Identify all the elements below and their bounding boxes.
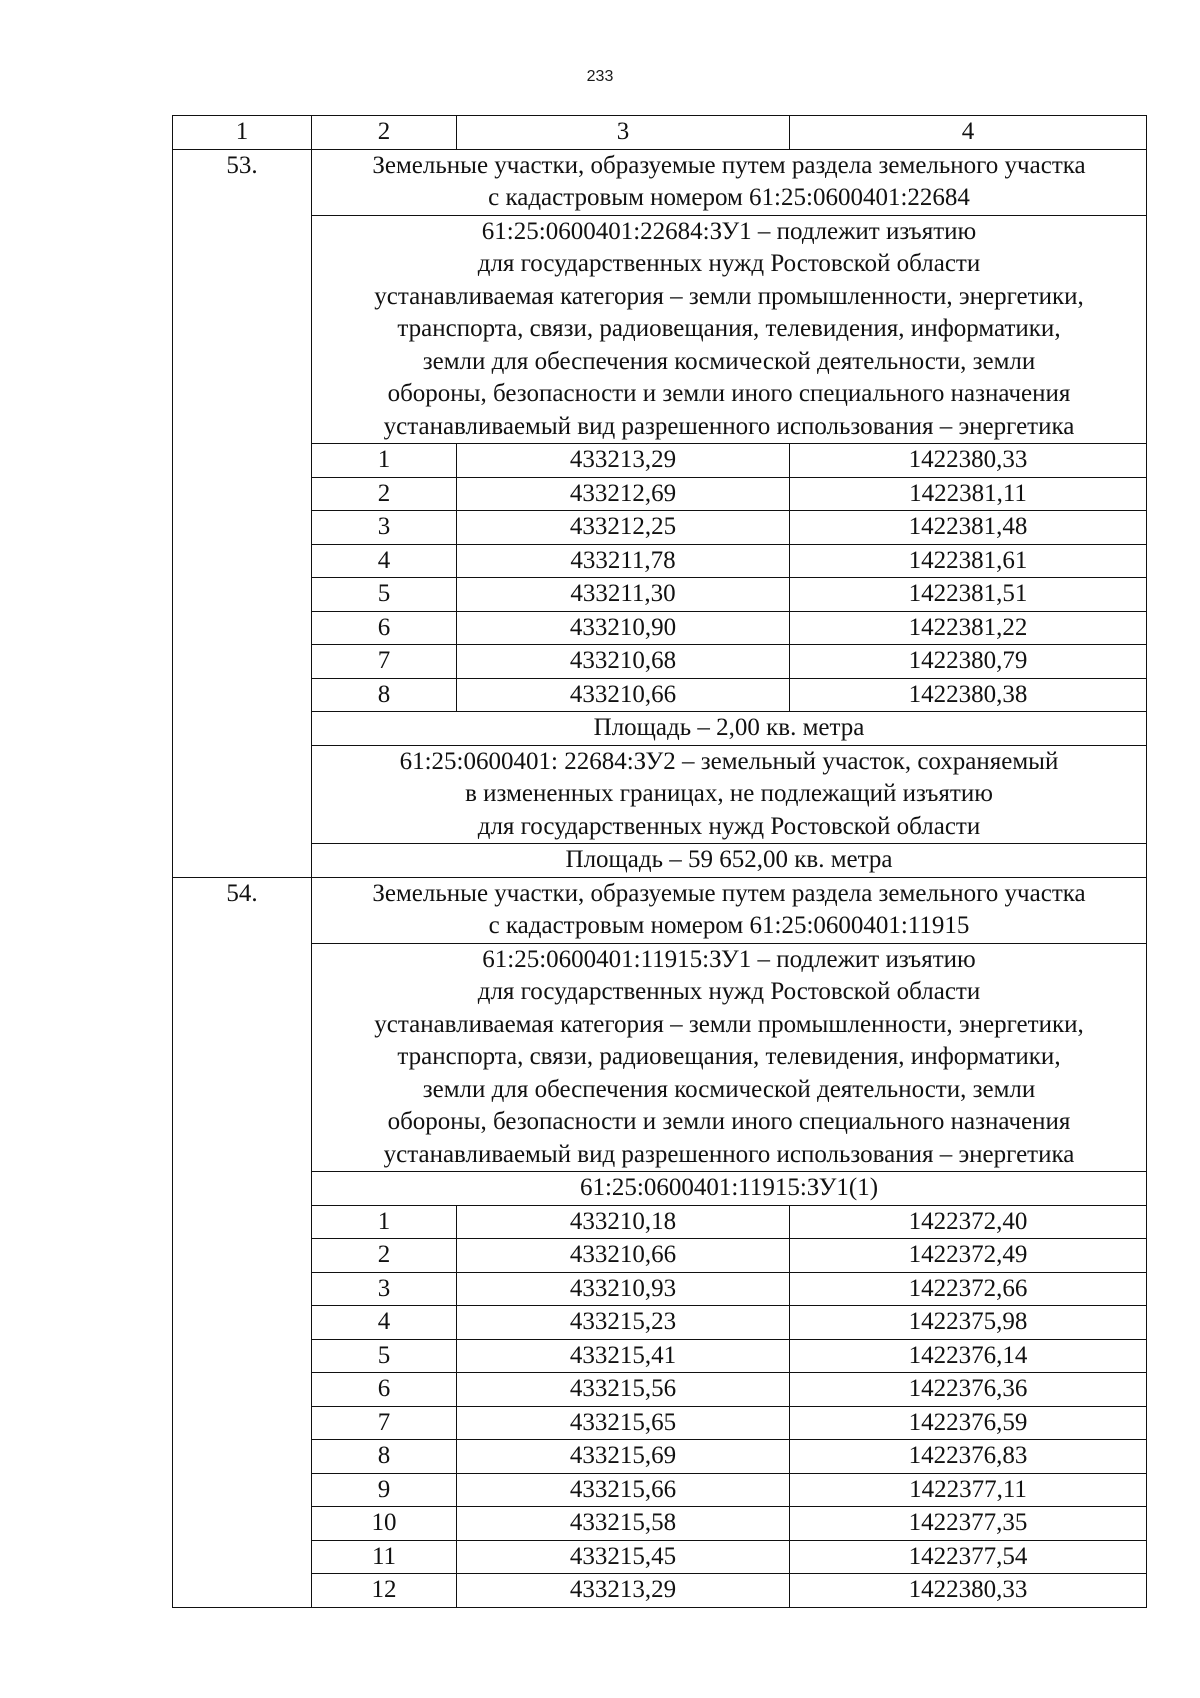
- coord-x: 433210,93: [457, 1272, 790, 1306]
- coord-y: 1422376,83: [790, 1440, 1147, 1474]
- parcel-description-row: [173, 745, 1147, 844]
- point-number: 7: [312, 1406, 457, 1440]
- text-line: обороны, безопасности и земли иного специального назначения: [387, 380, 1071, 407]
- text-line: обороны, безопасности и земли иного специального назначения: [387, 1108, 1071, 1135]
- coordinate-row: [173, 611, 1147, 645]
- coord-x: 433210,66: [457, 1239, 790, 1273]
- entry-number: 54.: [173, 877, 312, 1607]
- coordinate-row: [173, 1306, 1147, 1340]
- coordinate-row: [173, 1507, 1147, 1541]
- page-number: 233: [586, 68, 614, 85]
- text-line: земли для обеспечения космической деятельности, земли: [422, 347, 1036, 375]
- text-line: для государственных нужд Ростовской области: [477, 978, 981, 1005]
- point-number: 4: [312, 544, 457, 578]
- coord-x: 433213,29: [457, 444, 790, 478]
- coord-y: 1422380,33: [790, 1574, 1147, 1608]
- coord-x: 433210,68: [457, 645, 790, 679]
- point-number: 7: [312, 645, 457, 679]
- coord-y: 1422377,35: [790, 1507, 1147, 1541]
- coordinate-row: [173, 1239, 1147, 1273]
- text-line: транспорта, связи, радиовещания, телевидения, информатики,: [397, 1043, 1061, 1070]
- coord-y: 1422376,14: [790, 1339, 1147, 1373]
- point-number: 12: [312, 1574, 457, 1608]
- coordinate-row: [173, 1272, 1147, 1306]
- parcel-description: [312, 745, 1147, 844]
- coordinate-row: [173, 678, 1147, 712]
- coord-y: 1422377,54: [790, 1540, 1147, 1574]
- coordinate-row: [173, 1473, 1147, 1507]
- point-number: 2: [312, 477, 457, 511]
- point-number: 5: [312, 1339, 457, 1373]
- coord-x: 433213,29: [457, 1574, 790, 1608]
- point-number: 1: [312, 444, 457, 478]
- coordinate-row: [173, 544, 1147, 578]
- coord-y: 1422372,49: [790, 1239, 1147, 1273]
- text-line: в измененных границах, не подлежащий изъятию: [465, 780, 993, 807]
- coord-y: 1422376,59: [790, 1406, 1147, 1440]
- coord-y: 1422380,38: [790, 678, 1147, 712]
- point-number: 11: [312, 1540, 457, 1574]
- coordinate-row: [173, 1205, 1147, 1239]
- point-number: 9: [312, 1473, 457, 1507]
- coord-y: 1422380,33: [790, 444, 1147, 478]
- area-row: [173, 712, 1147, 746]
- coordinate-row: [173, 578, 1147, 612]
- coord-y: 1422381,48: [790, 511, 1147, 545]
- point-number: 6: [312, 611, 457, 645]
- coord-x: 433215,23: [457, 1306, 790, 1340]
- coord-x: 433211,78: [457, 544, 790, 578]
- point-number: 10: [312, 1507, 457, 1541]
- text-line: устанавливаемая категория – земли промышленности, энергетики,: [374, 1010, 1084, 1038]
- text-line: земли для обеспечения космической деятельности, земли: [422, 1075, 1036, 1103]
- parcel-description: [312, 943, 1147, 1172]
- point-number: 4: [312, 1306, 457, 1340]
- text-line: Земельные участки, образуемые путем раздела земельного участка: [372, 151, 1086, 179]
- coord-y: 1422380,79: [790, 645, 1147, 679]
- coord-y: 1422381,51: [790, 578, 1147, 612]
- coord-x: 433215,69: [457, 1440, 790, 1474]
- point-number: 1: [312, 1205, 457, 1239]
- coord-x: 433215,65: [457, 1406, 790, 1440]
- area-row: [173, 844, 1147, 878]
- coordinate-row: [173, 444, 1147, 478]
- entry-title-row: [173, 877, 1147, 943]
- coord-x: 433215,56: [457, 1373, 790, 1407]
- coordinates-table: [172, 115, 1147, 1608]
- entry-title: [312, 149, 1147, 215]
- coord-y: 1422381,61: [790, 544, 1147, 578]
- coordinate-row: [173, 1540, 1147, 1574]
- text-line: устанавливаемый вид разрешенного использования – энергетика: [383, 1140, 1075, 1168]
- parcel-description: [312, 215, 1147, 444]
- area-value: Площадь – 59 652,00 кв. метра: [312, 844, 1147, 878]
- point-number: 8: [312, 1440, 457, 1474]
- coord-x: 433210,18: [457, 1205, 790, 1239]
- coord-y: 1422381,22: [790, 611, 1147, 645]
- text-line: с кадастровым номером 61:25:0600401:11915: [488, 912, 970, 939]
- coord-x: 433211,30: [457, 578, 790, 612]
- coord-x: 433215,41: [457, 1339, 790, 1373]
- point-number: 3: [312, 1272, 457, 1306]
- coord-x: 433215,45: [457, 1540, 790, 1574]
- header-cell: 4: [790, 116, 1147, 150]
- text-line: транспорта, связи, радиовещания, телевидения, информатики,: [397, 315, 1061, 342]
- text-line: устанавливаемая категория – земли промышленности, энергетики,: [374, 282, 1084, 310]
- header-cell: 1: [173, 116, 312, 150]
- coordinate-row: [173, 1440, 1147, 1474]
- subheading-row: [173, 1172, 1147, 1206]
- text-line: устанавливаемый вид разрешенного использования – энергетика: [383, 412, 1075, 440]
- coordinate-row: [173, 1574, 1147, 1608]
- text-line: 61:25:0600401:22684:ЗУ1 – подлежит изъятию: [481, 217, 977, 245]
- coord-x: 433210,90: [457, 611, 790, 645]
- contour-subheading: 61:25:0600401:11915:ЗУ1(1): [312, 1172, 1147, 1206]
- coord-x: 433212,69: [457, 477, 790, 511]
- parcel-description-row: [173, 215, 1147, 444]
- entry-title: [312, 877, 1147, 943]
- text-line: для государственных нужд Ростовской области: [477, 250, 981, 277]
- text-line: 61:25:0600401:11915:ЗУ1 – подлежит изъятию: [482, 945, 976, 973]
- point-number: 8: [312, 678, 457, 712]
- coord-y: 1422372,40: [790, 1205, 1147, 1239]
- text-line: Земельные участки, образуемые путем раздела земельного участка: [372, 879, 1086, 907]
- header-row: [173, 116, 1147, 150]
- coord-x: 433210,66: [457, 678, 790, 712]
- point-number: 6: [312, 1373, 457, 1407]
- text-line: 61:25:0600401: 22684:ЗУ2 – земельный участок, сохраняемый: [399, 747, 1059, 775]
- header-cell: 3: [457, 116, 790, 150]
- point-number: 2: [312, 1239, 457, 1273]
- text-line: для государственных нужд Ростовской области: [477, 812, 981, 840]
- header-cell: 2: [312, 116, 457, 150]
- parcel-description-row: [173, 943, 1147, 1172]
- coordinate-row: [173, 477, 1147, 511]
- coord-y: 1422375,98: [790, 1306, 1147, 1340]
- coordinate-row: [173, 1406, 1147, 1440]
- coordinate-row: [173, 1373, 1147, 1407]
- coord-x: 433212,25: [457, 511, 790, 545]
- point-number: 5: [312, 578, 457, 612]
- point-number: 3: [312, 511, 457, 545]
- coord-x: 433215,66: [457, 1473, 790, 1507]
- coord-y: 1422372,66: [790, 1272, 1147, 1306]
- coord-x: 433215,58: [457, 1507, 790, 1541]
- coordinate-row: [173, 645, 1147, 679]
- coord-y: 1422377,11: [790, 1473, 1147, 1507]
- entry-title-row: [173, 149, 1147, 215]
- text-line: с кадастровым номером 61:25:0600401:22684: [488, 184, 970, 211]
- coord-y: 1422376,36: [790, 1373, 1147, 1407]
- area-value: Площадь – 2,00 кв. метра: [312, 712, 1147, 746]
- coordinate-row: [173, 1339, 1147, 1373]
- entry-number: 53.: [173, 149, 312, 877]
- coord-y: 1422381,11: [790, 477, 1147, 511]
- coordinate-row: [173, 511, 1147, 545]
